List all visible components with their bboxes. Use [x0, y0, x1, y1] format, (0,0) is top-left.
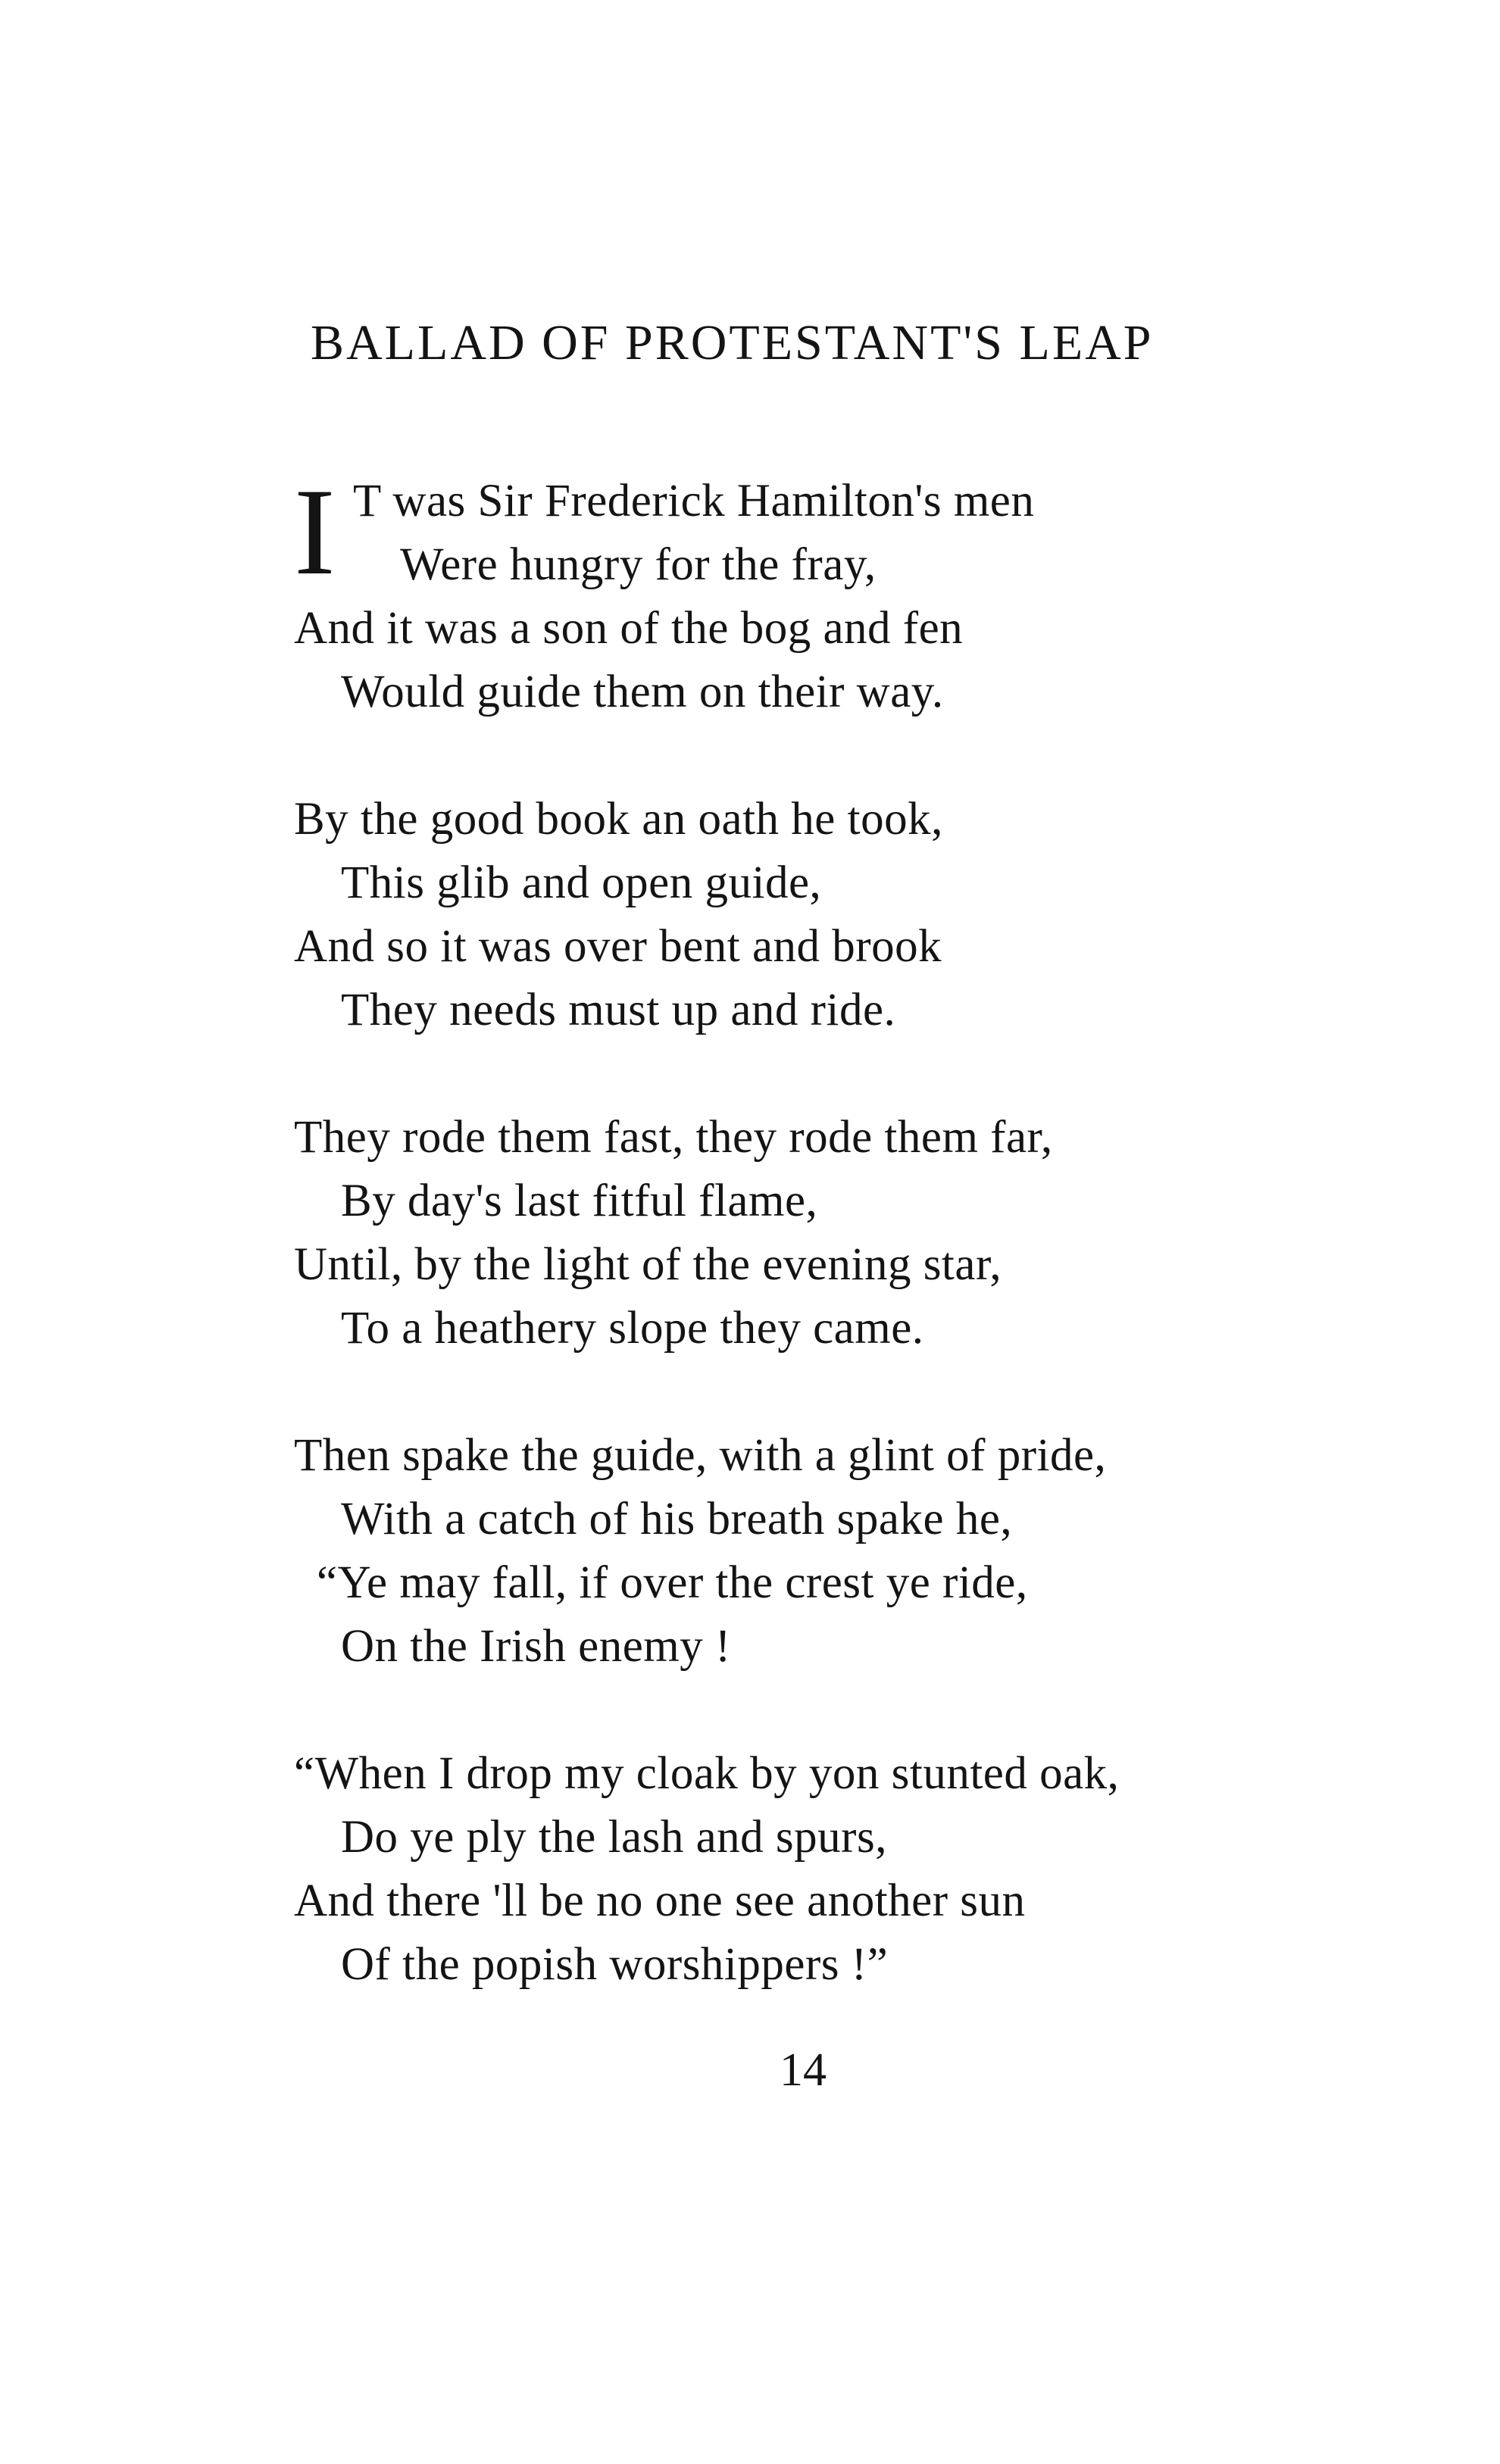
verse-line: Until, by the light of the evening star,: [294, 1239, 1002, 1290]
verse-line: Were hungry for the fray,: [400, 539, 877, 590]
verse-line: And it was a son of the bog and fen: [294, 603, 964, 654]
stanza-4: [294, 1424, 1370, 1679]
verse-line: Then spake the guide, with a glint of pride,: [294, 1430, 1107, 1481]
verse-line: On the Irish enemy !: [341, 1621, 731, 1672]
stanza-5: [294, 1742, 1370, 1997]
poem-title: BALLAD OF PROTESTANT'S LEAP: [311, 315, 1154, 370]
stanza-3: [294, 1106, 1370, 1360]
verse-line: “Ye may fall, if over the crest ye ride,: [317, 1557, 1028, 1608]
verse-line: Would guide them on their way.: [341, 667, 944, 717]
verse-line: To a heathery slope they came.: [341, 1303, 924, 1354]
verse-line: This glib and open guide,: [341, 857, 822, 908]
verse-line: By day's last fitful flame,: [341, 1176, 818, 1226]
verse-line: They rode them fast, they rode them far,: [294, 1112, 1053, 1163]
verse-line: Do ye ply the lash and spurs,: [341, 1812, 887, 1863]
verse-line: And so it was over bent and brook: [294, 921, 942, 972]
drop-cap: I: [294, 464, 336, 601]
poem-body: [294, 464, 1370, 2060]
page-number: 14: [780, 2044, 827, 2096]
verse-line: They needs must up and ride.: [341, 985, 896, 1035]
stanza-2: [294, 788, 1370, 1042]
verse-line: With a catch of his breath spake he,: [341, 1494, 1013, 1544]
verse-line: “When I drop my cloak by yon stunted oak,: [294, 1748, 1120, 1799]
verse-line: Of the popish worshippers !”: [341, 1939, 889, 1990]
verse-line: And there 'll be no one see another sun: [294, 1875, 1026, 1926]
verse-line: By the good book an oath he took,: [294, 794, 943, 845]
stanza-1: [294, 464, 1370, 724]
verse-line-text: T was Sir Frederick Hamilton's men: [353, 476, 1035, 526]
